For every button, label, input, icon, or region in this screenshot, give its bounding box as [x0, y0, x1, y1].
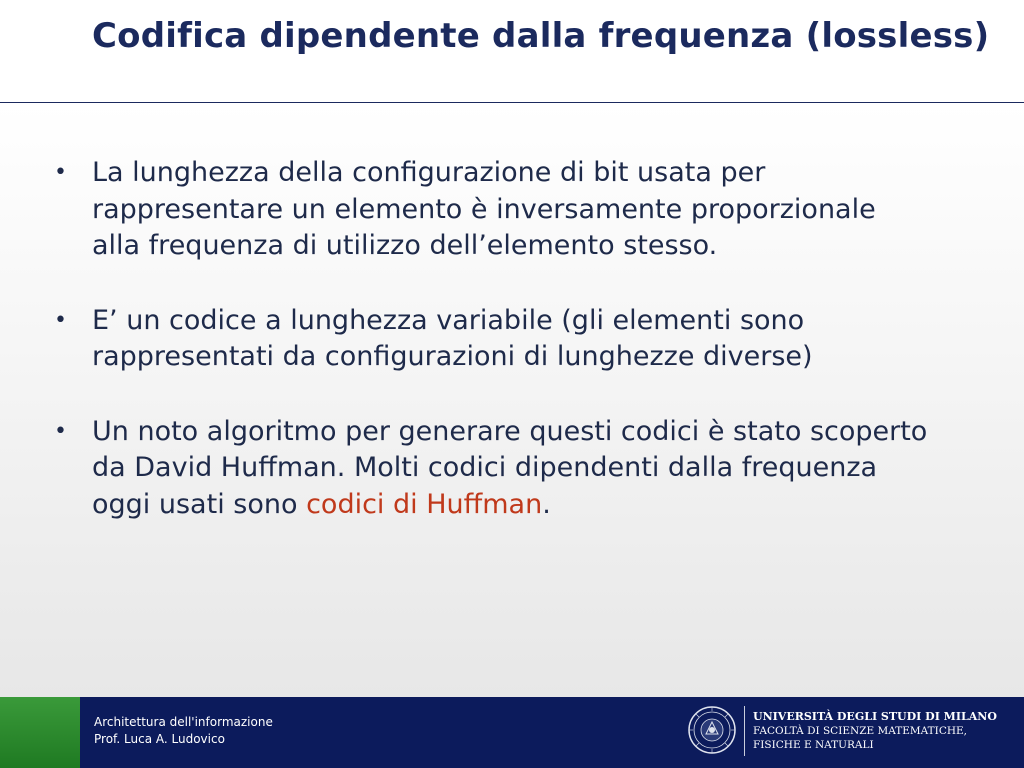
bullet-item — [52, 155, 932, 265]
bullet-marker: • — [54, 418, 67, 444]
bullet-marker: • — [54, 160, 67, 185]
footer-divider — [744, 706, 745, 756]
professor-name: Prof. Luca A. Ludovico — [94, 732, 225, 746]
bullet-text-after: . — [542, 488, 551, 520]
bullet-item — [52, 414, 932, 524]
bullet-text: E’ un codice a lunghezza variabile (gli elementi sono rappresentati da configurazioni di lunghezze diverse) — [92, 304, 813, 372]
title-divider — [0, 102, 1024, 103]
footer-bar — [0, 697, 1024, 768]
bullet-list — [52, 155, 932, 561]
university-name: UNIVERSITÀ DEGLI STUDI DI MILANO — [753, 710, 997, 723]
faculty-line-2: FISICHE E NATURALI — [753, 739, 874, 751]
university-name-block — [753, 710, 997, 752]
footer-accent — [0, 697, 80, 768]
bullet-text — [92, 416, 927, 520]
bullet-item — [52, 303, 932, 376]
bullet-text: La lunghezza della configurazione di bit usata per rappresentare un elemento è inversamente proporzionale alla frequenza di utilizzo dell’elemento stesso. — [92, 157, 876, 261]
bullet-marker: • — [54, 307, 67, 333]
faculty-line-1: FACOLTÀ DI SCIENZE MATEMATICHE, — [753, 725, 968, 737]
footer-course-info — [94, 714, 273, 748]
course-name: Architettura dell'informazione — [94, 715, 273, 729]
bullet-text-before: Un noto algoritmo per generare questi codici è stato scoperto da David Huffman. Molti codici dipendenti dalla frequenza oggi usati sono — [92, 415, 928, 520]
huffman-link-text: codici di Huffman — [306, 488, 543, 520]
university-seal-icon — [687, 705, 737, 755]
slide-title: Codifica dipendente dalla frequenza (lossless) — [92, 16, 990, 56]
